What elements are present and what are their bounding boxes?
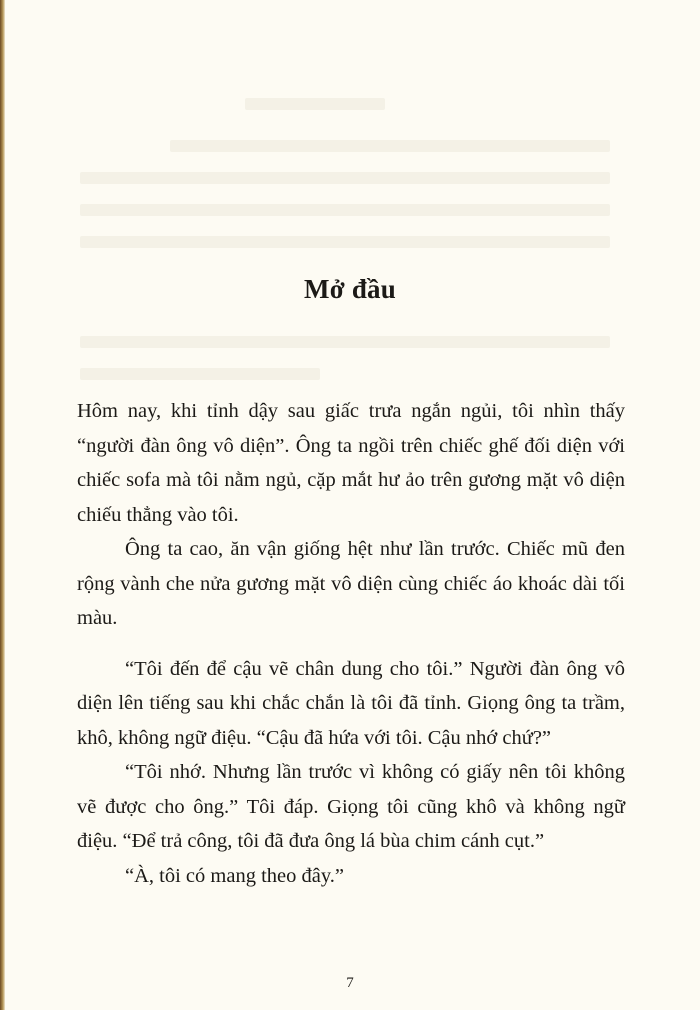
page-number: 7 bbox=[346, 975, 354, 991]
chapter-title: Mở đầu bbox=[304, 274, 396, 305]
paragraph: “Tôi đến để cậu vẽ chân dung cho tôi.” Người đàn ông vô diện lên tiếng sau khi chắc chắn là tôi đã tỉnh. Giọng ông ta trầm, khô, không ngữ điệu. “Cậu đã hứa với tôi. Cậu nhớ chứ?” bbox=[77, 657, 625, 749]
paragraph: “Tôi nhớ. Nhưng lần trước vì không có giấy nên tôi không vẽ được cho ông.” Tôi đáp. Giọng tôi cũng khô và không ngữ điệu. “Để trả công, tôi đã đưa ông lá bùa chim cánh cụt.” bbox=[77, 761, 625, 852]
paragraph: “À, tôi có mang theo đây.” bbox=[125, 864, 344, 887]
paragraph: Hôm nay, khi tỉnh dậy sau giấc trưa ngắn ngủi, tôi nhìn thấy “người đàn ông vô diện”. Ông ta ngồi trên chiếc ghế đối diện với chiếc sofa mà tôi nằm ngủ, cặp mắt hư ảo trên gương mặt vô diện chiếu thẳng vào tôi. bbox=[77, 400, 625, 526]
paragraph: Ông ta cao, ăn vận giống hệt như lần trước. Chiếc mũ đen rộng vành che nửa gương mặt vô diện cùng chiếc áo khoác dài tối màu. bbox=[77, 538, 625, 629]
book-spine-edge bbox=[0, 0, 5, 1010]
body-text bbox=[77, 394, 625, 893]
